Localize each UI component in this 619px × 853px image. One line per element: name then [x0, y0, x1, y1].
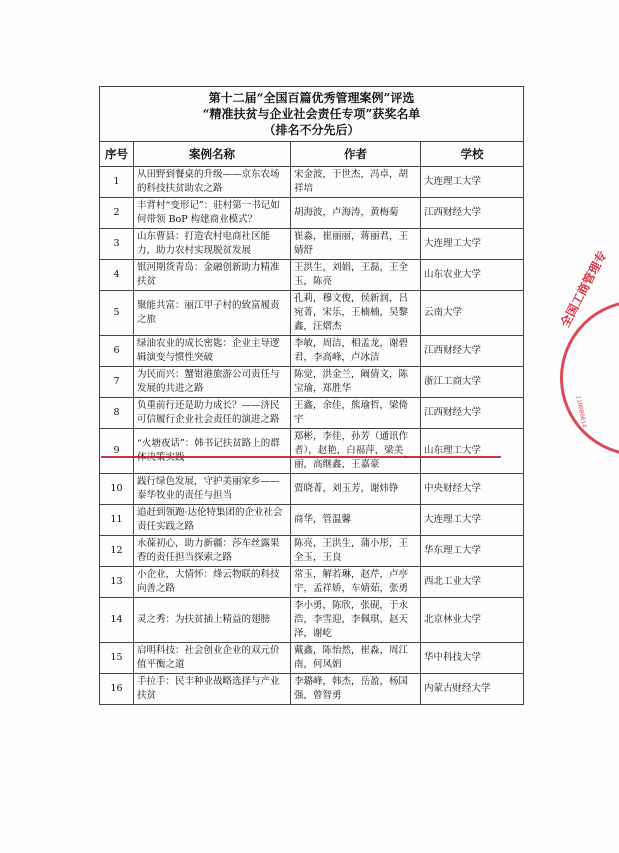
authors: 商华，管温馨 — [291, 505, 421, 536]
authors: 崔淼，崔丽丽，蒋丽君，王婧舒 — [291, 229, 421, 260]
row-number: 3 — [100, 229, 134, 260]
table-row — [100, 536, 524, 567]
case-name: 为民而兴：蟹钳港旅游公司责任与发展的共进之路 — [134, 367, 291, 398]
table-row — [100, 291, 524, 336]
table-row — [100, 598, 524, 643]
row-number: 5 — [100, 291, 134, 336]
school: 西北工业大学 — [421, 567, 524, 598]
case-name: 践行绿色发展，守护美丽家乡——泰华牧业的责任与担当 — [134, 474, 291, 505]
authors: 陈觉，洪金兰，阚倩文，陈宝瑜，郑胜华 — [291, 367, 421, 398]
case-name: 绿油农业的成长密匙：企业主导逻辑演变与惯性突破 — [134, 336, 291, 367]
authors: 胡海波，卢海涛，黄梅菊 — [291, 198, 421, 229]
row-number: 8 — [100, 398, 134, 429]
table-row — [100, 398, 524, 429]
seal-number: 110000014 — [574, 395, 588, 429]
case-name: 丰背村“变形记”：驻村第一书记如何带领 BoP 构建商业模式？ — [134, 198, 291, 229]
title-line-3: （排名不分先后） — [263, 123, 360, 137]
table-row — [100, 429, 524, 474]
case-name: 启明科技：社会创业企业的双元价值平衡之道 — [134, 643, 291, 674]
authors: 王鑫，余佳，熊瑜哲，梁倚宇 — [291, 398, 421, 429]
school: 山东理工大学 — [421, 429, 524, 474]
school: 江西财经大学 — [421, 198, 524, 229]
table-row — [100, 474, 524, 505]
authors: 王洪生，刘娟，王磊，王全玉，陈亮 — [291, 260, 421, 291]
header-authors: 作者 — [291, 142, 421, 167]
row-number: 7 — [100, 367, 134, 398]
school: 浙江工商大学 — [421, 367, 524, 398]
case-name: “火塘夜话”：韩书记扶贫路上的群 — [134, 429, 291, 474]
case-name: 聚能共富：丽江甲子村的致富履责之旅 — [134, 291, 291, 336]
case-name: 小企业，大情怀：烽云物联的科技向善之路 — [134, 567, 291, 598]
row-number: 15 — [100, 643, 134, 674]
authors: 李敏，周洁，相孟龙，谢碧君，李高峰，卢冰洁 — [291, 336, 421, 367]
case-name: 从田野到餐桌的升级——京东农场的科技扶贫助农之路 — [134, 167, 291, 198]
school: 江西财经大学 — [421, 336, 524, 367]
school: 大连理工大学 — [421, 167, 524, 198]
table-row — [100, 367, 524, 398]
header-case-name: 案例名称 — [134, 142, 291, 167]
table-row — [100, 643, 524, 674]
authors: 李璐峰，韩杰，岳盈，杨国强，曾智勇 — [291, 674, 421, 705]
school: 北京林业大学 — [421, 598, 524, 643]
school: 大连理工大学 — [421, 505, 524, 536]
title-line-2: “精准扶贫与企业社会责任专项”获奖名单 — [202, 107, 421, 121]
header-no: 序号 — [100, 142, 134, 167]
award-table — [99, 86, 524, 705]
authors: 李小勇，陈欣，张砚，于永浩，李雪迎，李佩琪，赵天泽，谢屹 — [291, 598, 421, 643]
row-number: 1 — [100, 167, 134, 198]
authors: 常玉，解若琳，赵芹，卢亭宇，孟祥娇，车婧茹，张勇 — [291, 567, 421, 598]
header-school: 学校 — [421, 142, 524, 167]
row-number: 11 — [100, 505, 134, 536]
row-number: 14 — [100, 598, 134, 643]
school: 大连理工大学 — [421, 229, 524, 260]
authors: 贾晓菁，刘玉芳，谢炜铮 — [291, 474, 421, 505]
case-name: 银河期货青岛：金融创新助力精准扶贫 — [134, 260, 291, 291]
table-row — [100, 674, 524, 705]
table-row — [100, 260, 524, 291]
row-number: 13 — [100, 567, 134, 598]
table-body — [100, 167, 524, 705]
authors: 孔莉，穆文俊，侯新润，吕宛菁，宋乐，王楠楠，吴黎鑫，汪熠杰 — [291, 291, 421, 336]
school: 内蒙古财经大学 — [421, 674, 524, 705]
table-row — [100, 336, 524, 367]
authors: 宋金波，于世杰，冯卓，胡祥培 — [291, 167, 421, 198]
row-number: 16 — [100, 674, 134, 705]
school: 华中科技大学 — [421, 643, 524, 674]
authors: 戴鑫，陈怡然，崔淼，周江南，何凤娟 — [291, 643, 421, 674]
row-number: 4 — [100, 260, 134, 291]
school: 山东农业大学 — [421, 260, 524, 291]
school: 华东理工大学 — [421, 536, 524, 567]
handwritten-mark: 、 — [404, 450, 414, 460]
seal-text: 全国工商管理专 — [557, 248, 610, 330]
row-number: 2 — [100, 198, 134, 229]
table-title — [100, 87, 524, 142]
row-number: 10 — [100, 474, 134, 505]
row-number: 9 — [100, 429, 134, 474]
table-row — [100, 167, 524, 198]
authors: 郑彬，李佳，孙芳（通讯作者），赵艳，白福萍，梁美丽，高继鑫，王嘉豪 — [291, 429, 421, 474]
school: 云南大学 — [421, 291, 524, 336]
case-name: 永葆初心，助力新疆：莎车丝露果香的责任担当探索之路 — [134, 536, 291, 567]
table-row — [100, 567, 524, 598]
row-number: 6 — [100, 336, 134, 367]
case-name: 负重前行还是助力成长？——济民可信履行企业社会责任的演进之路 — [134, 398, 291, 429]
case-name: 灵之秀：为扶贫插上精益的翅膀 — [134, 598, 291, 643]
case-name: 山东曹县：打造农村电商社区能力，助力农村实现脱贫发展 — [134, 229, 291, 260]
red-underline-mark — [101, 456, 501, 458]
table-row — [100, 505, 524, 536]
case-name: 手拉手：民丰种业战略选择与产业扶贫 — [134, 674, 291, 705]
title-line-1: 第十二届“全国百篇优秀管理案例”评选 — [208, 91, 415, 105]
school: 江西财经大学 — [421, 398, 524, 429]
table-row — [100, 229, 524, 260]
case-name: 追赶到领跑·达伦特集团的企业社会责任实践之路 — [134, 505, 291, 536]
row-number: 12 — [100, 536, 134, 567]
table-row — [100, 198, 524, 229]
school: 中央财经大学 — [421, 474, 524, 505]
header-row — [100, 142, 524, 167]
authors: 陈亮，王洪生，蒲小彤，王全玉，王良 — [291, 536, 421, 567]
